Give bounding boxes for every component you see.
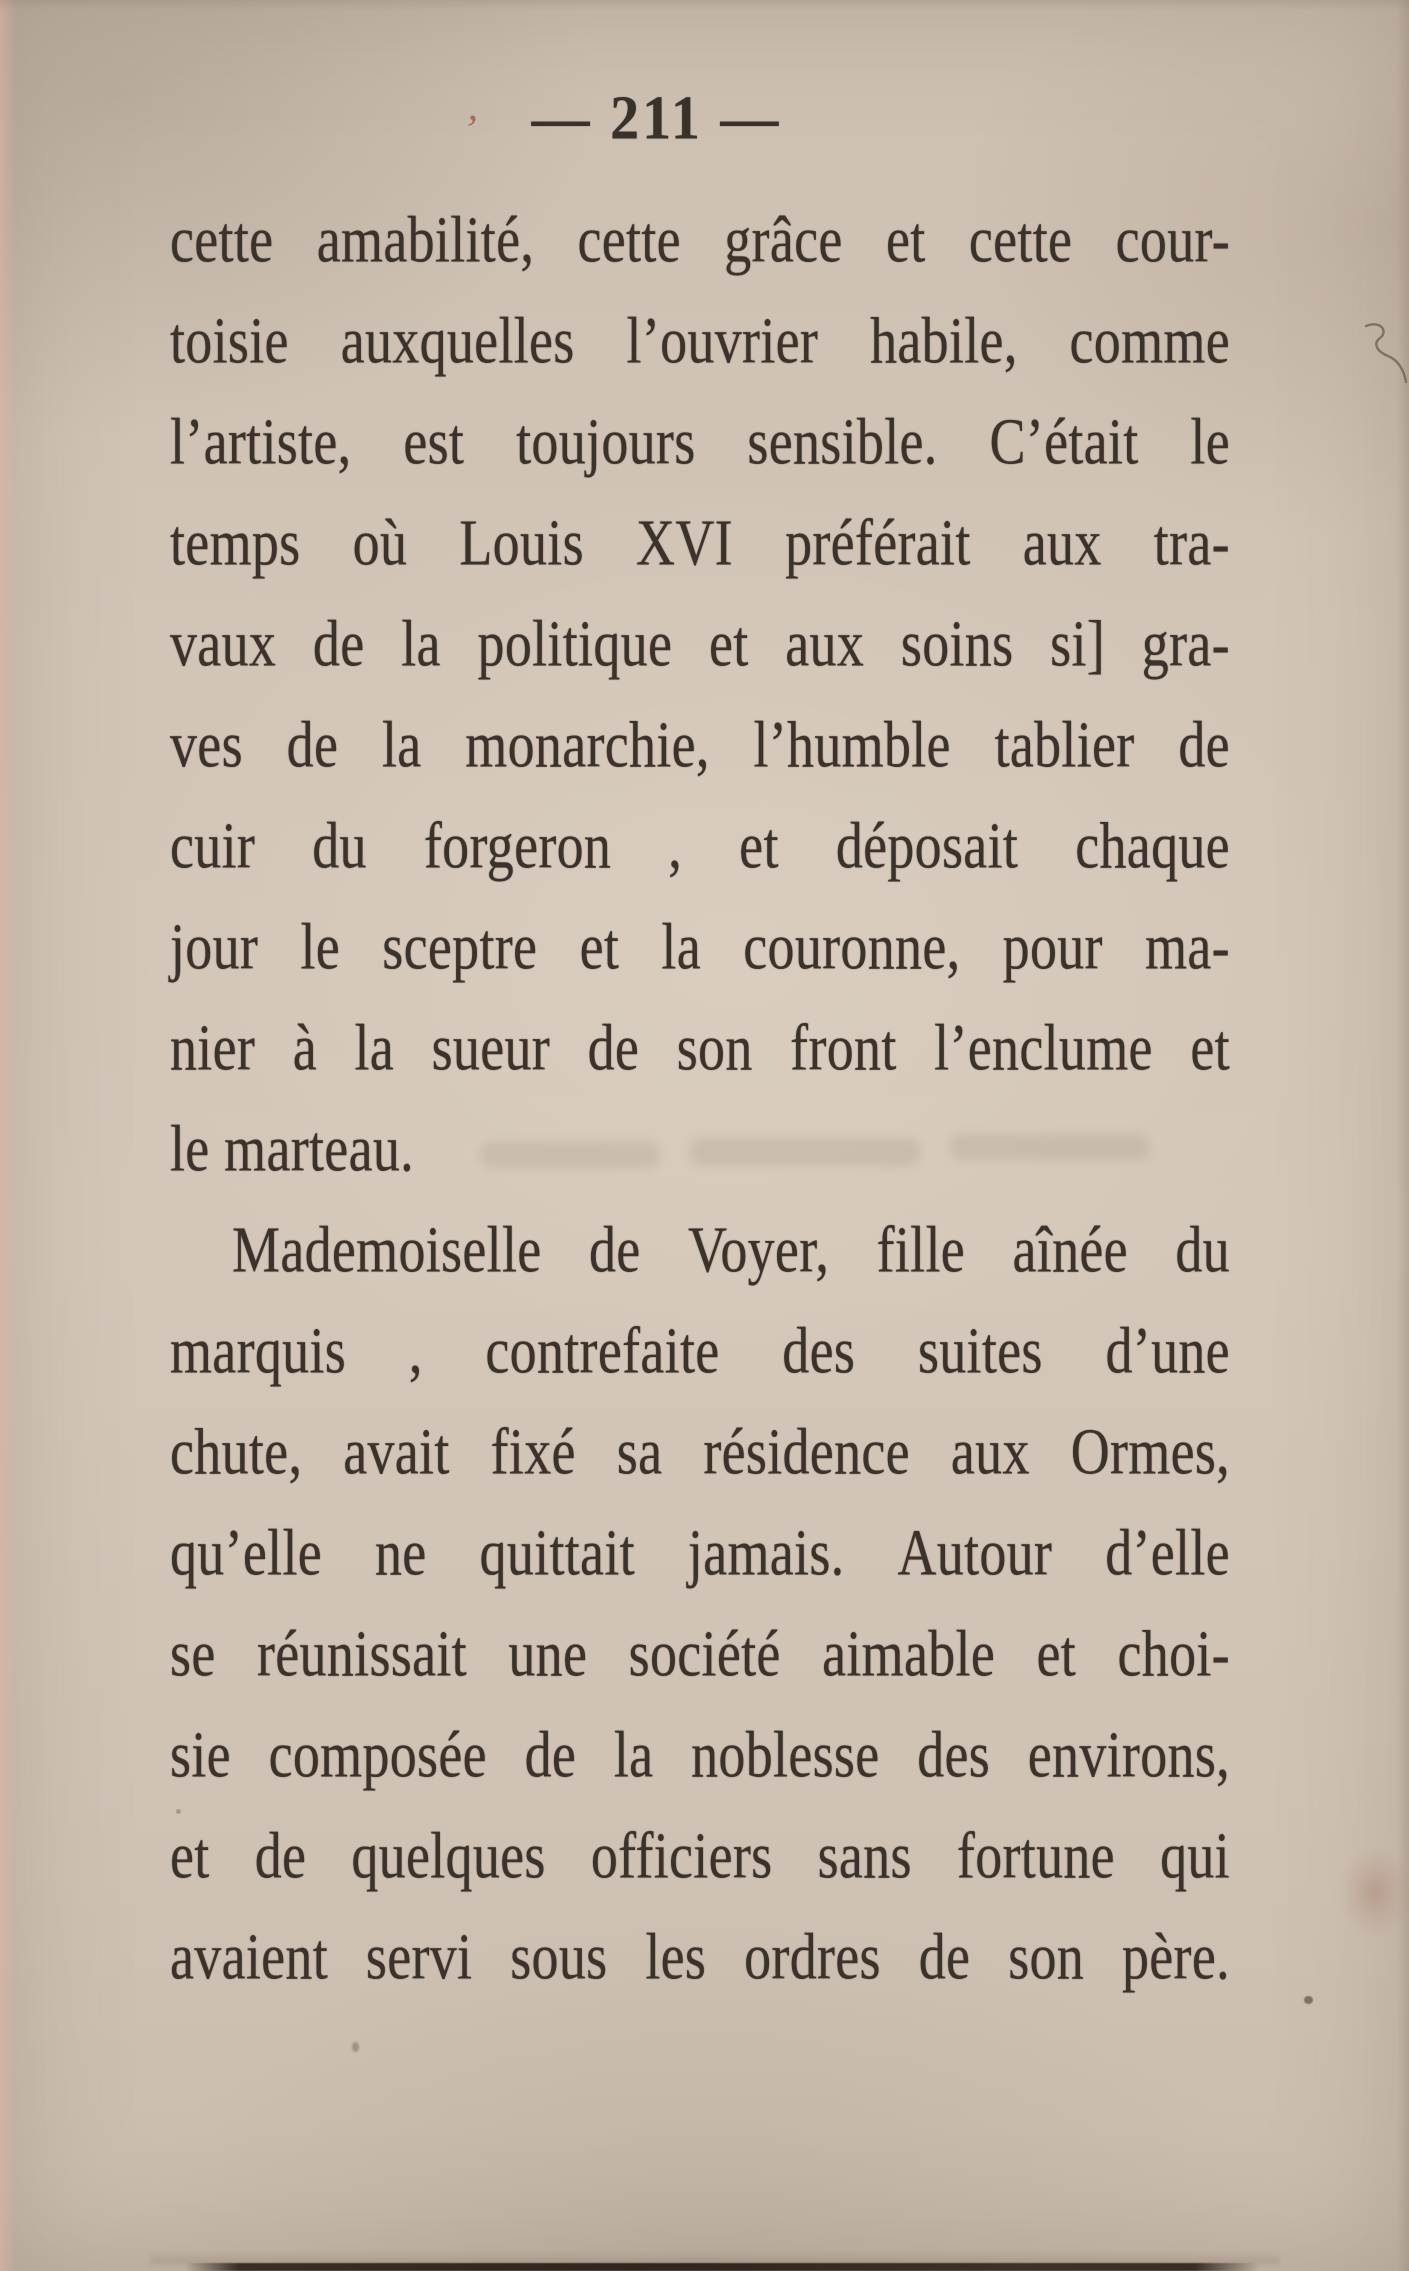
word: amabilité, — [316, 203, 535, 277]
word: résidence — [703, 1415, 910, 1489]
word: sans — [817, 1819, 912, 1893]
word: ne — [375, 1516, 427, 1590]
word: de — [524, 1718, 577, 1792]
word: aînée — [1012, 1213, 1128, 1287]
word: gra- — [1141, 607, 1230, 681]
word: auxquelles — [340, 304, 575, 378]
word: la — [354, 1011, 395, 1085]
text-line — [170, 1896, 1230, 2018]
word: chaque — [1075, 809, 1230, 883]
word: où — [352, 506, 408, 580]
word: déposait — [835, 809, 1019, 883]
word: servi — [365, 1920, 473, 1994]
word: préférait — [785, 506, 971, 580]
word: suites — [917, 1314, 1043, 1388]
word: officiers — [590, 1819, 773, 1893]
word: cour- — [1115, 203, 1230, 277]
word: monarchie, — [465, 708, 710, 782]
word: et — [739, 809, 779, 883]
word: du — [1175, 1213, 1230, 1287]
scan-bottom-edge — [185, 2263, 1259, 2271]
word: les — [645, 1920, 707, 1994]
word: aimable — [822, 1617, 996, 1691]
word: jour — [170, 910, 259, 984]
word: Louis — [459, 506, 584, 580]
paper-speck — [352, 2042, 359, 2052]
word: l’humble — [753, 708, 951, 782]
word: sueur — [431, 1011, 551, 1085]
word: sous — [510, 1920, 608, 1994]
word: jamais. — [687, 1516, 845, 1590]
word: avait — [343, 1415, 450, 1489]
word: de — [312, 607, 365, 681]
word: l’artiste, — [170, 405, 352, 479]
page-left-edge — [0, 0, 16, 2271]
word: soins — [900, 607, 1014, 681]
word: de — [587, 1011, 640, 1085]
word: composée — [268, 1718, 487, 1792]
hairline-pen-mark — [1362, 318, 1408, 384]
word: XVI — [636, 506, 733, 580]
word: toisie — [170, 304, 289, 378]
word: quittait — [479, 1516, 635, 1590]
word: père. — [1121, 1920, 1230, 1994]
word: qui — [1160, 1819, 1230, 1893]
word: pour — [1002, 910, 1103, 984]
word: marteau. — [224, 1112, 414, 1186]
word: toujours — [516, 405, 696, 479]
word: de — [918, 1920, 971, 1994]
red-ink-speck: ’ — [460, 106, 482, 155]
word: de — [588, 1213, 641, 1287]
word: tra- — [1153, 506, 1230, 580]
word: temps — [170, 506, 301, 580]
word: Mademoiselle — [232, 1213, 542, 1287]
word: , — [668, 809, 683, 883]
word: du — [312, 809, 367, 883]
word: habile, — [870, 304, 1018, 378]
word: sa — [616, 1415, 663, 1489]
paper-speck — [176, 1809, 181, 1814]
word: et — [1036, 1617, 1077, 1691]
word: de — [1178, 708, 1230, 782]
word: ves — [170, 708, 243, 782]
word: chute, — [170, 1415, 303, 1489]
word: cette — [968, 203, 1073, 277]
word: ma- — [1145, 910, 1230, 984]
word: la — [401, 607, 441, 681]
word: la — [613, 1718, 654, 1792]
word: ordres — [744, 1920, 881, 1994]
word: forgeron — [423, 809, 612, 883]
word: d’une — [1105, 1314, 1230, 1388]
word: marquis — [170, 1314, 347, 1388]
word: fixé — [490, 1415, 576, 1489]
word: société — [628, 1617, 781, 1691]
word: et — [1190, 1011, 1230, 1085]
word: qu’elle — [170, 1516, 323, 1590]
word: avaient — [170, 1920, 329, 1994]
word: comme — [1069, 304, 1230, 378]
word: fille — [876, 1213, 966, 1287]
word: contrefaite — [485, 1314, 720, 1388]
foxing-stain — [1340, 1848, 1409, 1936]
word: et — [579, 910, 620, 984]
word: et — [885, 203, 926, 277]
word: une — [508, 1617, 588, 1691]
word: grâce — [724, 203, 843, 277]
page-top-edge — [0, 0, 1409, 10]
word: la — [661, 910, 701, 984]
page-number-header: — 211 — — [531, 82, 782, 153]
word: C’était — [989, 405, 1139, 479]
word: son — [1008, 1920, 1085, 1994]
word: tablier — [994, 708, 1135, 782]
word: noblesse — [691, 1718, 880, 1792]
word: sceptre — [382, 910, 538, 984]
word: est — [403, 405, 465, 479]
word: choi- — [1117, 1617, 1230, 1691]
word: son — [676, 1011, 753, 1085]
word: sensible. — [747, 405, 938, 479]
word: nier — [170, 1011, 256, 1085]
word: aux — [1022, 506, 1102, 580]
word: cette — [577, 203, 681, 277]
word: fortune — [956, 1819, 1115, 1893]
word: des — [782, 1314, 856, 1388]
word: Autour — [897, 1516, 1053, 1590]
word: Voyer, — [688, 1213, 830, 1287]
word: d’elle — [1105, 1516, 1230, 1590]
word: vaux — [170, 607, 277, 681]
word: la — [381, 708, 422, 782]
word: le — [300, 910, 341, 984]
word: environs, — [1027, 1718, 1230, 1792]
word: Ormes, — [1070, 1415, 1230, 1489]
word: et — [170, 1819, 210, 1893]
word: des — [917, 1718, 991, 1792]
word: , — [408, 1314, 423, 1388]
word: à — [292, 1011, 317, 1085]
text-block — [170, 190, 1230, 2008]
word: cette — [170, 203, 274, 277]
word: l’ouvrier — [626, 304, 819, 378]
word: aux — [785, 607, 865, 681]
word: réunissait — [257, 1617, 467, 1691]
word: sie — [170, 1718, 231, 1792]
word: de — [254, 1819, 307, 1893]
word: quelques — [351, 1819, 546, 1893]
word: se — [170, 1617, 216, 1691]
word: de — [286, 708, 339, 782]
word: l’enclume — [934, 1011, 1153, 1085]
word: si] — [1050, 607, 1106, 681]
ink-dot — [1304, 1996, 1313, 2004]
word: et — [708, 607, 749, 681]
word: front — [790, 1011, 897, 1085]
word: politique — [477, 607, 673, 681]
word: cuir — [170, 809, 256, 883]
word: aux — [950, 1415, 1030, 1489]
word: le — [1190, 405, 1230, 479]
word: couronne, — [743, 910, 961, 984]
word: le — [170, 1112, 210, 1186]
